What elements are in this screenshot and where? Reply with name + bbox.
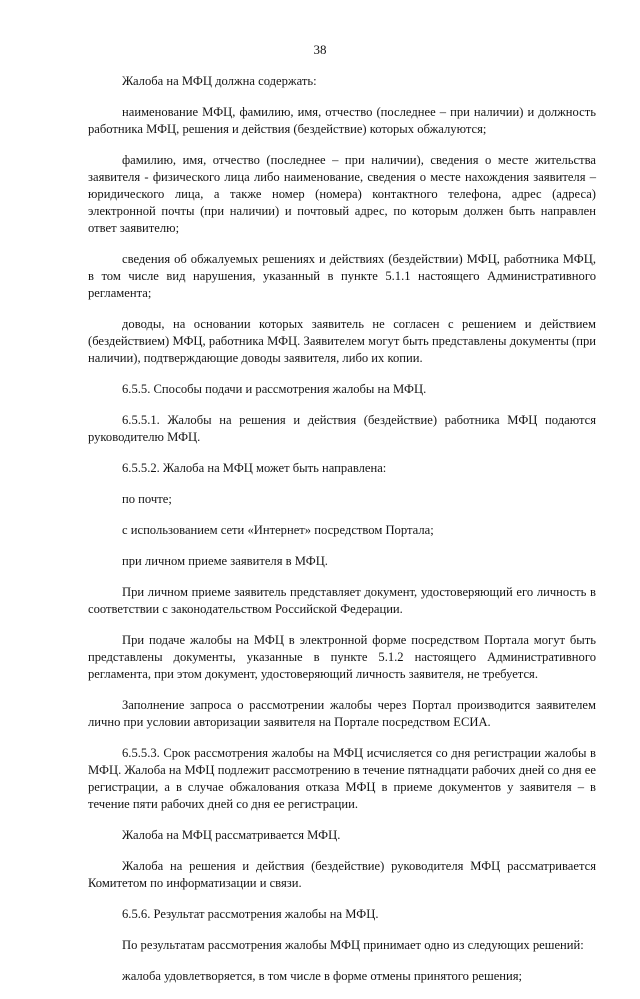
list-item: по почте; — [122, 492, 172, 506]
page-number: 38 — [313, 42, 327, 57]
paragraph: Жалоба на решения и действия (бездействие) руководителя МФЦ рассматривается Комитетом по информатизации и связи. — [88, 859, 596, 890]
list-item: жалоба удовлетворяется, в том числе в форме отмены принятого решения; — [122, 969, 523, 983]
document-body — [88, 73, 596, 999]
paragraph: При личном приеме заявитель представляет документ, удостоверяющий его личность в соответствии с законодательством Российской Федерации. — [88, 585, 596, 616]
paragraph: 6.5.5.2. Жалоба на МФЦ может быть направлена: — [122, 461, 387, 475]
paragraph: Жалоба на МФЦ должна содержать: — [122, 74, 317, 88]
list-item: с использованием сети «Интернет» посредством Портала; — [122, 523, 434, 537]
paragraph: 6.5.5.1. Жалобы на решения и действия (бездействие) работника МФЦ подаются руководителю МФЦ. — [88, 413, 596, 444]
paragraph: При подаче жалобы на МФЦ в электронной форме посредством Портала могут быть представлены документы, указанные в пункте 5.1.2 настоящего Административного регламента, при этом документ, удостоверяющий личность заявителя, не требуется. — [88, 633, 596, 681]
paragraph: 6.5.5.3. Срок рассмотрения жалобы на МФЦ исчисляется со дня регистрации жалобы в МФЦ. Жалоба на МФЦ подлежит рассмотрению в течение пятнадцати рабочих дней со дня ее регистрации, а в случае обжалования отказа МФЦ в приеме документов у заявителя – в течение пяти рабочих дней со дня ее регистрации. — [88, 746, 596, 811]
paragraph: фамилию, имя, отчество (последнее – при наличии), сведения о месте жительства заявителя - физического лица либо наименование, сведения о месте нахождения заявителя – юридического лица, а также номер (номера) контактного телефона, адрес (адреса) электронной почты (при наличии) и почтовый адрес, по которым должен быть направлен ответ заявителю; — [88, 153, 596, 235]
list-item: при личном приеме заявителя в МФЦ. — [122, 554, 328, 568]
section-heading: 6.5.6. Результат рассмотрения жалобы на МФЦ. — [122, 907, 379, 921]
paragraph: доводы, на основании которых заявитель не согласен с решением и действием (бездействием) МФЦ, работника МФЦ. Заявителем могут быть представлены документы (при наличии), подтверждающие доводы заявителя, либо их копии. — [88, 317, 596, 365]
paragraph: наименование МФЦ, фамилию, имя, отчество (последнее – при наличии) и должность работника МФЦ, решения и действия (бездействие) которых обжалуются; — [88, 105, 596, 136]
paragraph: По результатам рассмотрения жалобы МФЦ принимает одно из следующих решений: — [122, 938, 584, 952]
paragraph: Заполнение запроса о рассмотрении жалобы через Портал производится заявителем лично при условии авторизации заявителя на Портале посредством ЕСИА. — [88, 698, 596, 729]
section-heading: 6.5.5. Способы подачи и рассмотрения жалобы на МФЦ. — [122, 382, 427, 396]
paragraph: сведения об обжалуемых решениях и действиях (бездействии) МФЦ, работника МФЦ, в том числе вид нарушения, указанный в пункте 5.1.1 настоящего Административного регламента; — [88, 252, 596, 300]
paragraph: Жалоба на МФЦ рассматривается МФЦ. — [122, 828, 341, 842]
